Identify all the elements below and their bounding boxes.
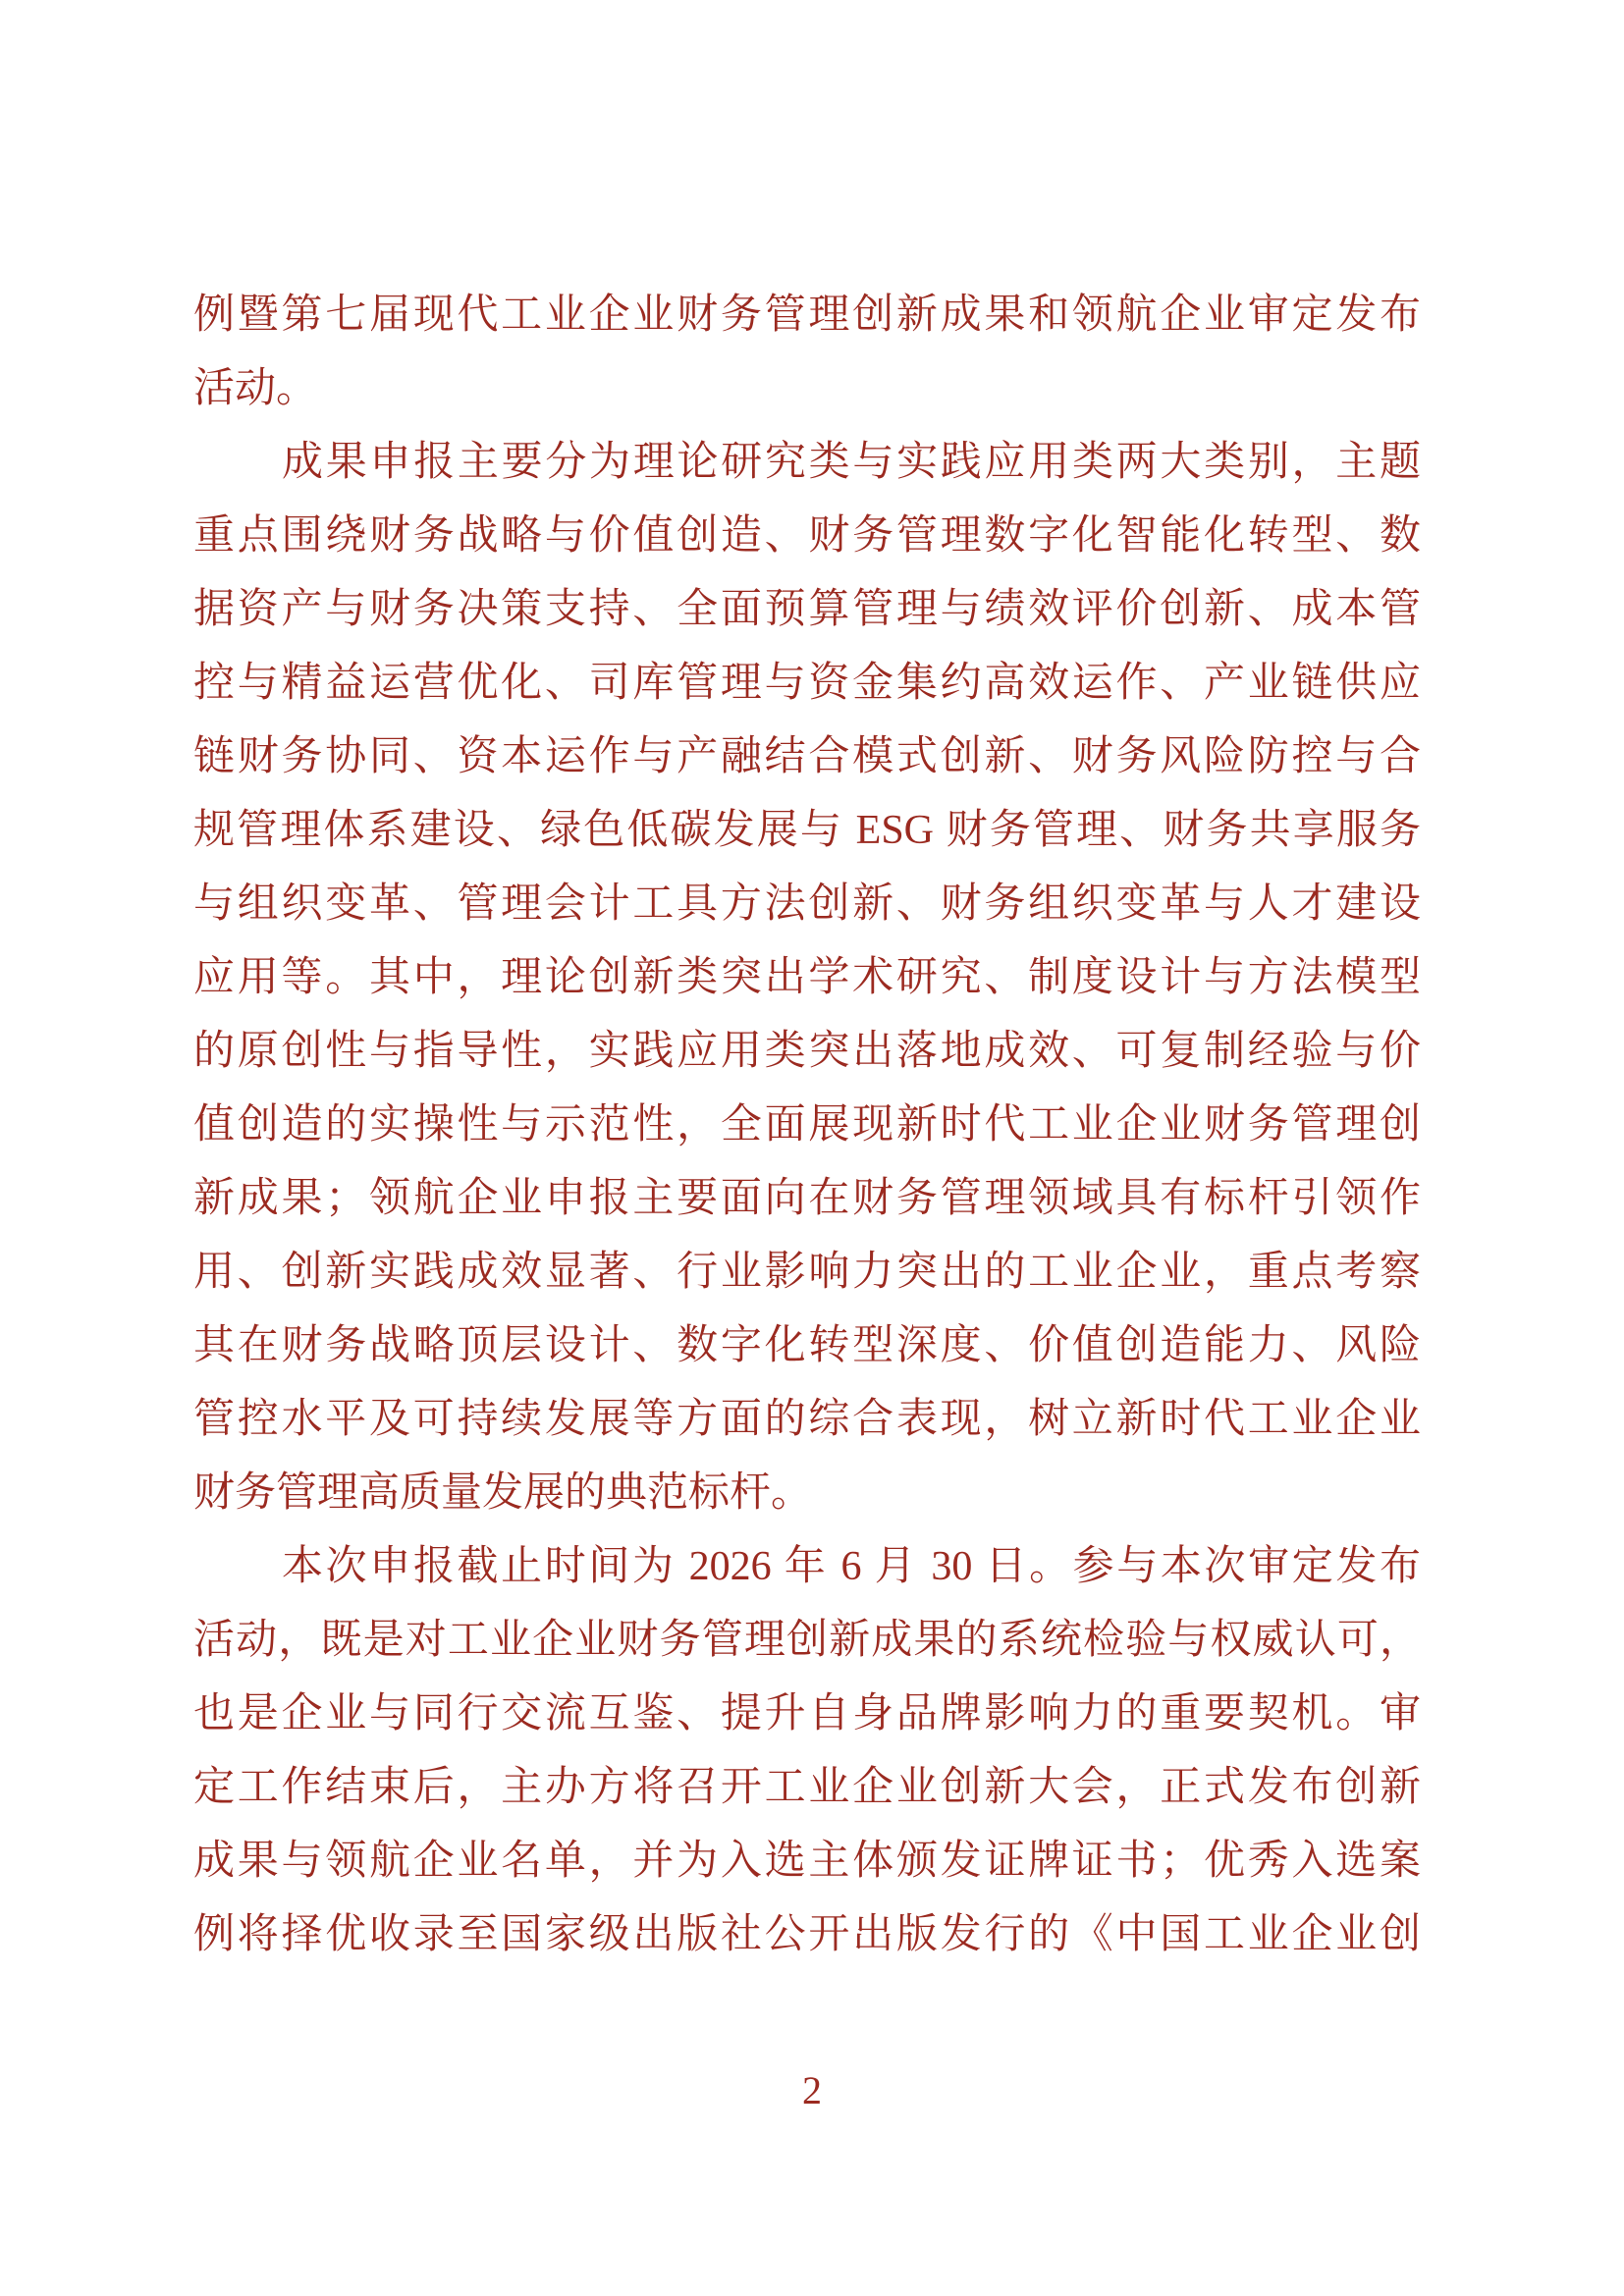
text-line: 活动，既是对工业企业财务管理创新成果的系统检验与权威认可， (193, 1618, 1421, 1663)
text-line: 与组织变革、管理会计工具方法创新、财务组织变革与人才建设 (193, 881, 1421, 927)
text-line: 例暨第七届现代工业企业财务管理创新成果和领航企业审定发布 (193, 293, 1421, 338)
text-line: 控与精益运营优化、司库管理与资金集约高效运作、产业链供应 (193, 661, 1421, 706)
page-footer (0, 2067, 1624, 2114)
text-line: 规管理体系建设、绿色低碳发展与 ESG 财务管理、财务共享服务 (193, 808, 1421, 853)
document-body (193, 279, 1421, 1972)
text-line: 成果与领航企业名单，并为入选主体颁发证牌证书；优秀入选案 (193, 1839, 1421, 1884)
text-line: 也是企业与同行交流互鉴、提升自身品牌影响力的重要契机。审 (193, 1691, 1421, 1736)
text-line: 定工作结束后，主办方将召开工业企业创新大会，正式发布创新 (193, 1765, 1421, 1810)
text-line: 据资产与财务决策支持、全面预算管理与绩效评价创新、成本管 (193, 587, 1421, 632)
text-line: 活动。 (193, 366, 318, 411)
text-line: 例将择优收录至国家级出版社公开出版发行的《中国工业企业创 (193, 1912, 1421, 1957)
text-line: 其在财务战略顶层设计、数字化转型深度、价值创造能力、风险 (193, 1323, 1421, 1368)
text-line: 本次申报截止时间为 2026 年 6 月 30 日。参与本次审定发布 (282, 1544, 1421, 1589)
text-line: 重点围绕财务战略与价值创造、财务管理数字化智能化转型、数 (193, 513, 1421, 559)
text-line: 管控水平及可持续发展等方面的综合表现，树立新时代工业企业 (193, 1397, 1421, 1442)
page-number: 2 (802, 2068, 822, 2112)
text-line: 的原创性与指导性，实践应用类突出落地成效、可复制经验与价 (193, 1029, 1421, 1074)
text-line: 用、创新实践成效显著、行业影响力突出的工业企业，重点考察 (193, 1250, 1421, 1295)
text-line: 新成果；领航企业申报主要面向在财务管理领域具有标杆引领作 (193, 1176, 1421, 1221)
text-line: 应用等。其中，理论创新类突出学术研究、制度设计与方法模型 (193, 955, 1421, 1000)
text-line: 值创造的实操性与示范性，全面展现新时代工业企业财务管理创 (193, 1102, 1421, 1148)
text-line: 链财务协同、资本运作与产融结合模式创新、财务风险防控与合 (193, 734, 1421, 779)
text-line: 财务管理高质量发展的典范标杆。 (193, 1470, 813, 1516)
text-line: 成果申报主要分为理论研究类与实践应用类两大类别，主题 (282, 440, 1421, 485)
